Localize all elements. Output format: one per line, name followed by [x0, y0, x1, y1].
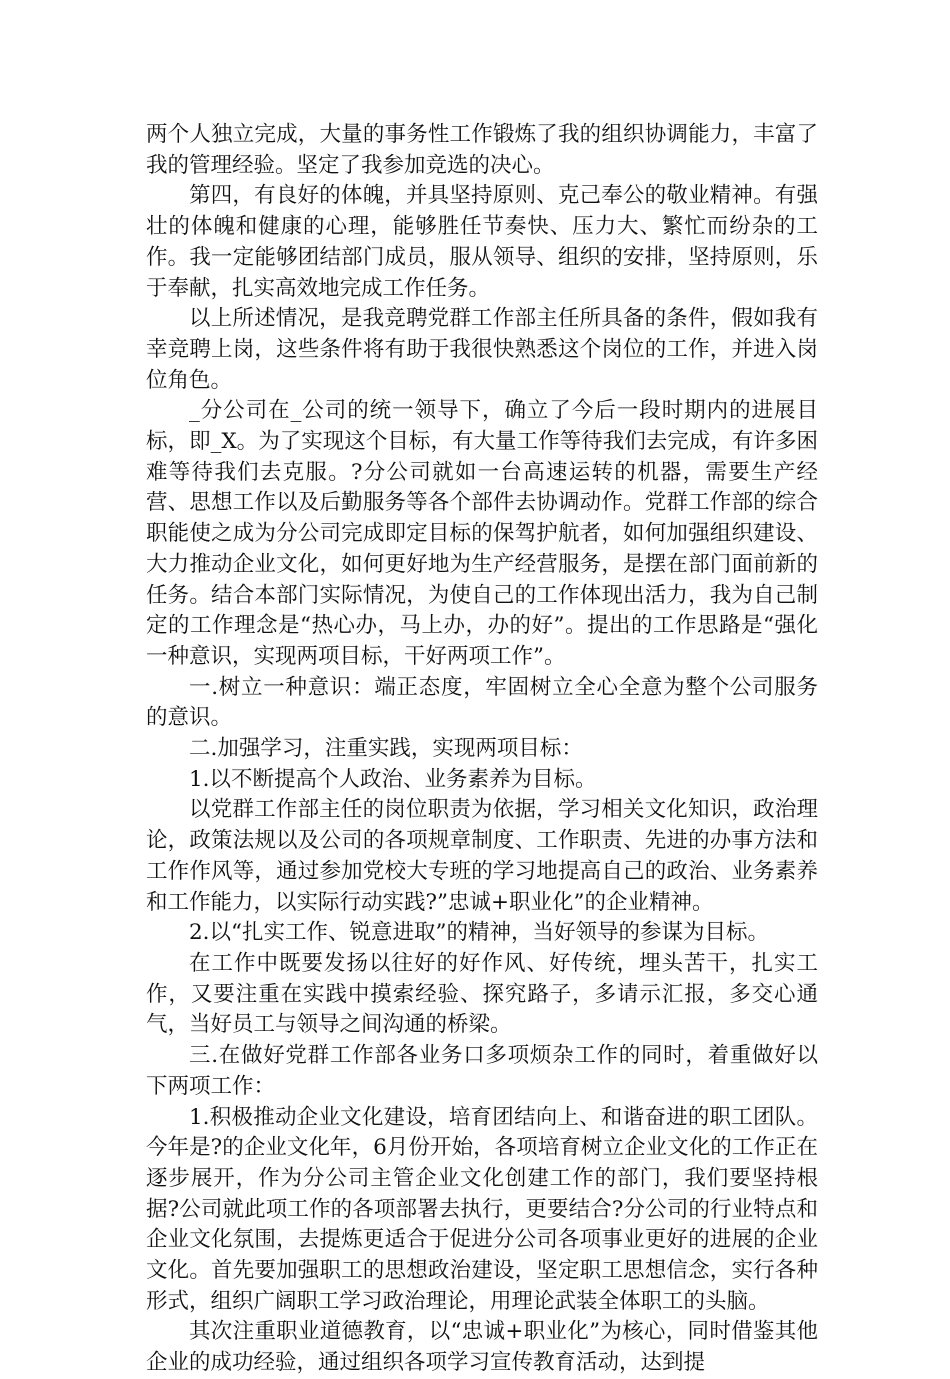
paragraph: 第四，有良好的体魄，并具坚持原则、克己奉公的敬业精神。有强壮的体魄和健康的心理，能够胜任节奏快、压力大、繁忙而纷杂的工作。我一定能够团结部门成员，服从领导、组织的安排，坚持原则，乐于奉献，扎实高效地完成工作任务。 [146, 183, 818, 301]
document-body [146, 120, 818, 1379]
paragraph: 以党群工作部主任的岗位职责为依据，学习相关文化知识，政治理论，政策法规以及公司的各项规章制度、工作职责、先进的办事方法和工作作风等，通过参加党校大专班的学习地提高自己的政治、业务素养和工作能力，以实际行动实践?”忠诚+职业化”的企业精神。 [146, 797, 818, 915]
list-item: 1.以不断提高个人政治、业务素养为目标。 [189, 766, 597, 792]
paragraph: 其次注重职业道德教育，以“忠诚+职业化”为核心，同时借鉴其他企业的成功经验，通过组织各项学习宣传教育活动，达到提 [146, 1319, 818, 1376]
paragraph: 以上所述情况，是我竞聘党群工作部主任所具备的条件，假如我有幸竞聘上岗，这些条件将有助于我很快熟悉这个岗位的工作，并进入岗位角色。 [146, 306, 818, 393]
paragraph: 两个人独立完成，大量的事务性工作锻炼了我的组织协调能力，丰富了我的管理经验。坚定了我参加竞选的决心。 [146, 122, 818, 178]
list-item: 二.加强学习，注重实践，实现两项目标： [189, 736, 583, 762]
list-item: 三.在做好党群工作部各业务口多项烦杂工作的同时，着重做好以下两项工作： [146, 1043, 818, 1099]
list-item: 1.积极推动企业文化建设，培育团结向上、和谐奋进的职工团队。今年是?的企业文化年，6月份开始，各项培育树立企业文化的工作正在逐步展开，作为分公司主管企业文化创建工作的部门，我们要坚持根据?公司就此项工作的各项部署去执行，更要结合?分公司的行业特点和企业文化氛围，去提炼更适合于促进分公司各项事业更好的进展的企业文化。首先要加强职工的思想政治建设，坚定职工思想信念，实行各种形式，组织广阔职工学习政治理论，用理论武装全体职工的头脑。 [146, 1104, 818, 1314]
paragraph: 在工作中既要发扬以往好的好作风、好传统，埋头苦干，扎实工作，又要注重在实践中摸索经验、探究路子，多请示汇报，多交心通气，当好员工与领导之间沟通的桥梁。 [146, 950, 818, 1038]
list-item: 2.以“扎实工作、锐意进取”的精神，当好领导的参谋为目标。 [189, 920, 769, 946]
paragraph: _分公司在_公司的统一领导下，确立了今后一段时期内的进展目标，即_X。为了实现这个目标，有大量工作等待我们去完成，有许多困难等待我们去克服。?分公司就如一台高速运转的机器，需要生产经营、思想工作以及后勤服务等各个部件去协调动作。党群工作部的综合职能使之成为分公司完成即定目标的保驾护航者，如何加强组织建设、大力推动企业文化，如何更好地为生产经营服务，是摆在部门面前新的任务。结合本部门实际情况，为使自己的工作体现出活力，我为自己制定的工作理念是“热心办，马上办，办的好”。提出的工作思路是“强化一种意识，实现两项目标，干好两项工作”。 [146, 398, 818, 669]
list-item: 一.树立一种意识：端正态度，牢固树立全心全意为整个公司服务的意识。 [146, 674, 818, 731]
